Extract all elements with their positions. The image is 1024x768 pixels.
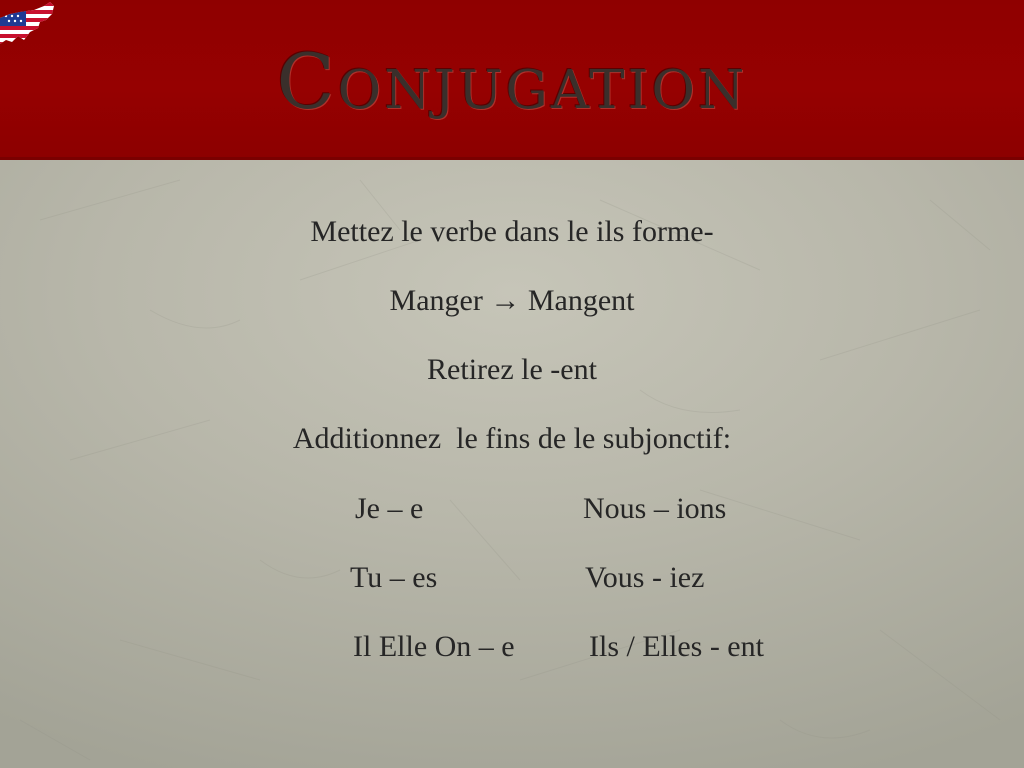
ending-vous: Vous - iez bbox=[585, 561, 705, 594]
ending-je: Je – e bbox=[355, 492, 424, 525]
instruction-line-1: Mettez le verbe dans le ils forme- bbox=[310, 215, 714, 248]
instruction-line-2: Manger → Mangent bbox=[389, 284, 635, 317]
instruction-line-4: Additionnez le fins de le subjonctif: bbox=[292, 422, 732, 455]
ending-nous: Nous – ions bbox=[583, 492, 727, 525]
instruction-line-3: Retirez le -ent bbox=[427, 353, 597, 386]
ending-tu: Tu – es bbox=[350, 561, 438, 594]
paper-texture bbox=[0, 160, 1024, 768]
slide-title: Conjugation bbox=[276, 37, 748, 126]
ending-ils-elles: Ils / Elles - ent bbox=[589, 630, 764, 663]
ending-il-elle-on: Il Elle On – e bbox=[353, 630, 515, 663]
